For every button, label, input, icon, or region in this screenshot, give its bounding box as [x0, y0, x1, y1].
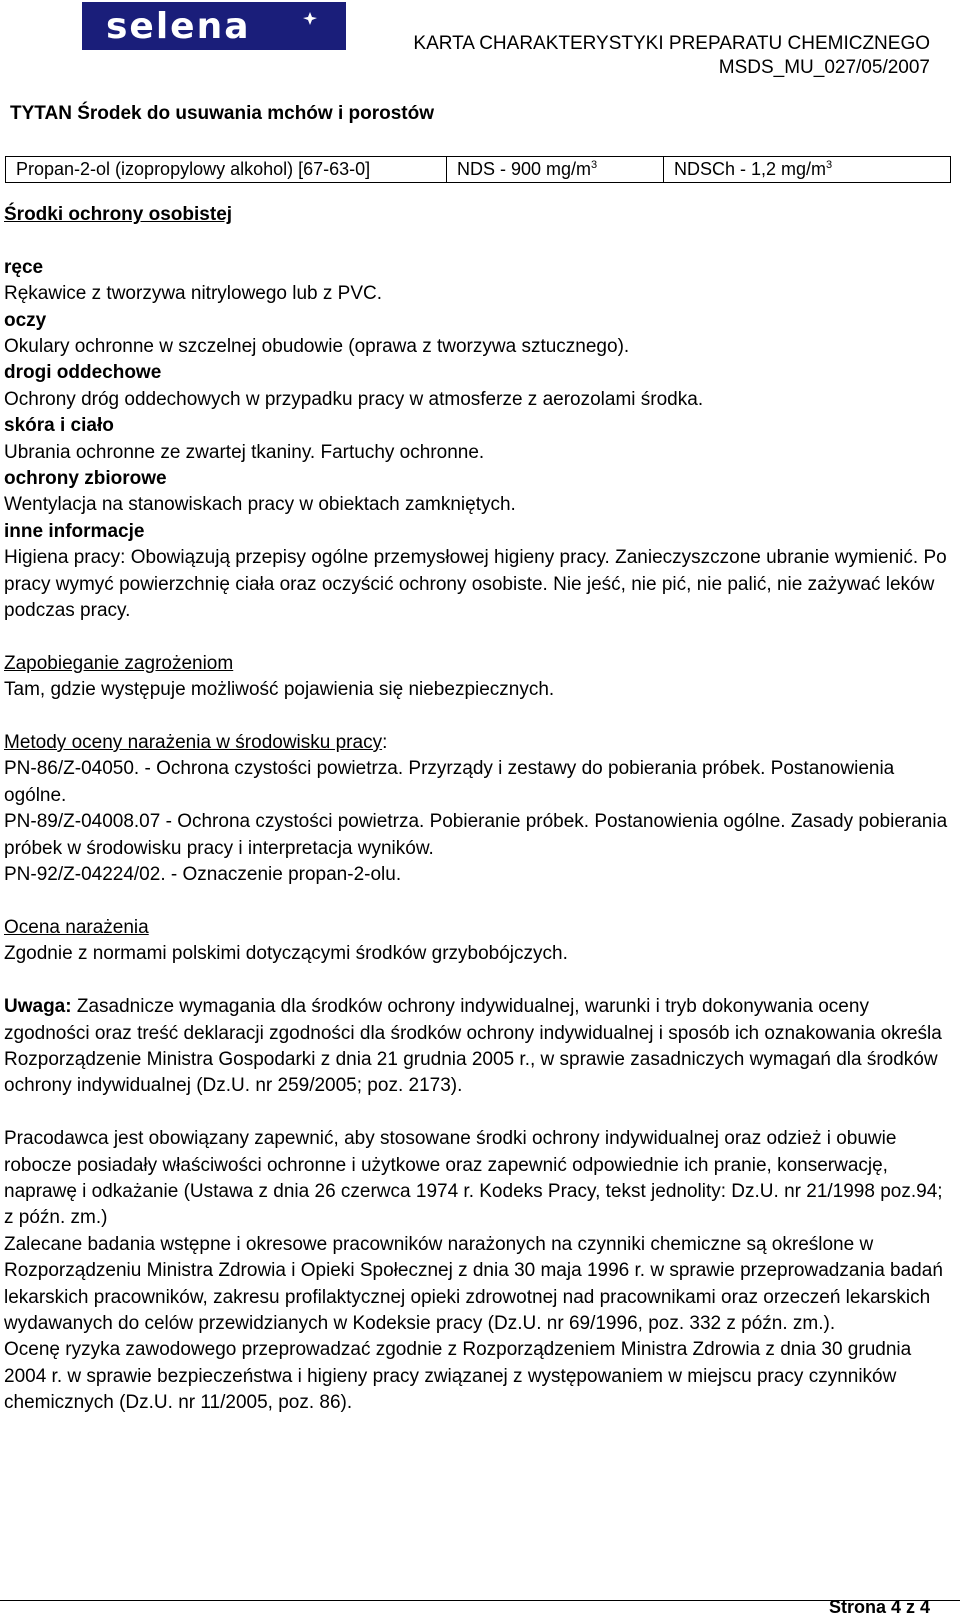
collective-label: ochrony zbiorowe — [4, 468, 167, 490]
svg-text:selena: selena — [106, 6, 251, 47]
page-number: Strona 4 z 4 — [828, 1597, 930, 1617]
eyes-label: oczy — [4, 309, 47, 331]
skin-text: Ubrania ochronne ze zwartej tkaniny. Fartuchy ochronne. — [4, 441, 485, 463]
product-name: TYTAN Środek do usuwania mchów i porostów — [10, 103, 435, 124]
methods-heading: Metody oceny narażenia w środowisku pracy: — [4, 732, 388, 754]
company-logo — [82, 2, 346, 50]
employer-paragraph-2: Zalecane badania wstępne i okresowe pracowników narażonych na czynniki chemiczne są określone w Rozporządzeniu Ministra Zdrowia i Opieki Społecznej z dnia 30 maja 1996 r. w sprawie przeprowadzania badań lekarskich pracowników, zakresu profilaktycznej opieki zdrowotnej nad pracownikami oraz orzeczeń lekarskich wydawanych do celów przewidzianych w Kodeksie pracy (Dz.U. nr 69/1996, poz. 332 z późn. zm.). — [4, 1233, 943, 1334]
other-info-label: inne informacje — [4, 520, 145, 542]
document-body — [4, 202, 954, 1417]
note-label: Uwaga: — [4, 996, 72, 1018]
exposure-limits-table — [5, 156, 951, 183]
collective-text: Wentylacja na stanowiskach pracy w obiektach zamkniętych. — [4, 494, 516, 516]
section-title-methods: Metody oceny narażenia w środowisku pracy — [4, 732, 383, 754]
methods-line-2: PN-89/Z-04008.07 - Ochrona czystości powietrza. Pobieranie próbek. Postanowienia ogólne. Zasady pobierania próbek w środowisku pracy i interpretacja wyników. — [4, 811, 948, 859]
hands-label: ręce — [4, 256, 44, 278]
employer-paragraph-1: Pracodawca jest obowiązany zapewnić, aby stosowane środki ochrony indywidualnej oraz odzież i obuwie robocze posiadały właściwości ochronne i użytkowe oraz zapewnić odpowiednie ich pranie, konserwację, naprawę i odkażanie (Ustawa z dnia 26 czerwca 1974 r. Kodeks Pracy, tekst jednolity: Dz.U. nr 21/1998 poz.94; z późn. zm.) — [4, 1128, 943, 1229]
other-info-text: Higiena pracy: Obowiązują przepisy ogólne przemysłowej higieny pracy. Zanieczyszczone ubranie wymienić. Po pracy wymyć powierzchnię ciała oraz oczyścić ochrony osobiste. Nie jeść, nie pić, nie palić, nie zażywać leków podczas pracy. — [4, 547, 947, 622]
nds-cell: NDS - 900 $mg/m^3$ — [447, 157, 664, 183]
methods-line-1: PN-86/Z-04050. - Ochrona czystości powietrza. Przyrządy i zestawy do pobierania próbek. Postanowienia ogólne. — [4, 758, 895, 806]
methods-line-3: PN-92/Z-04224/02. - Oznaczenie propan-2-olu. — [4, 864, 402, 886]
hands-text: Rękawice z tworzywa nitrylowego lub z PVC. — [4, 283, 383, 305]
section-title-assessment: Ocena narażenia — [4, 916, 149, 938]
section-title-prevention: Zapobieganie zagrożeniom — [4, 652, 234, 674]
substance-cell: Propan-2-ol (izopropylowy alkohol) [67-63-0] — [6, 157, 447, 183]
respiratory-label: drogi oddechowe — [4, 362, 162, 384]
document-title: KARTA CHARAKTERYSTYKI PREPARATU CHEMICZNEGO — [413, 33, 930, 54]
table-row — [6, 157, 951, 183]
respiratory-text: Ochrony dróg oddechowych w przypadku pracy w atmosferze z aerozolami środka. — [4, 388, 704, 410]
ndsch-cell: NDSCh - 1,2 $mg/m^3$ — [664, 157, 951, 183]
employer-paragraph-3: Ocenę ryzyka zawodowego przeprowadzać zgodnie z Rozporządzeniem Ministra Zdrowia z dnia 30 grudnia 2004 r. w sprawie bezpieczeństwa i higieny pracy związanej z występowaniem w miejscu pracy czynników chemicznych (Dz.U. nr 11/2005, poz. 86). — [4, 1339, 912, 1414]
footer-divider — [0, 1600, 960, 1601]
document-id: MSDS_MU_027/05/2007 — [718, 57, 930, 78]
note-paragraph: Uwaga: Zasadnicze wymagania dla środków ochrony indywidualnej, warunki i tryb dokonywania oceny zgodności oraz treść deklaracji zgodności dla środków ochrony indywidualnej i sposób ich oznakowania określa Rozporządzenie Ministra Gospodarki z dnia 21 grudnia 2005 r., w sprawie zasadniczych wymagań dla środków ochrony indywidualnej (Dz.U. nr 259/2005; poz. 2173). — [4, 996, 942, 1097]
skin-label: skóra i ciało — [4, 415, 114, 437]
prevention-text: Tam, gdzie występuje możliwość pojawienia się niebezpiecznych. — [4, 679, 555, 701]
assessment-text: Zgodnie z normami polskimi dotyczącymi środków grzybobójczych. — [4, 943, 568, 965]
eyes-text: Okulary ochronne w szczelnej obudowie (oprawa z tworzywa sztucznego). — [4, 336, 630, 358]
section-title-personal-protection: Środki ochrony osobistej — [4, 204, 233, 225]
